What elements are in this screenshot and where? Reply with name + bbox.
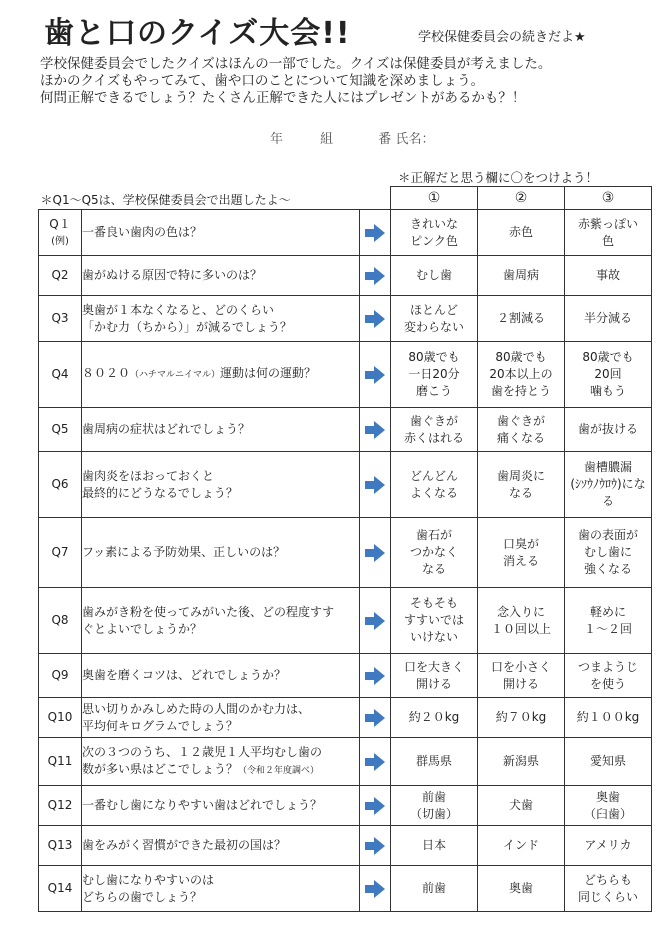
answer-line: どちらも [583,872,632,887]
answer-line: 80歳でも [582,350,634,364]
answer-line: むし歯に [583,545,632,559]
note-text: ＊Q1～Q5は、学校保健委員会で出題したよ～ [40,193,291,207]
question-line-text: 一番良い歯肉の色は？ [82,225,203,239]
question-row [39,654,652,698]
arrow-right-icon [365,612,385,630]
answer-line: 色 [601,233,614,248]
question-text [82,256,360,296]
answer-line: ２割減る [496,311,545,325]
grade-label: 年 [270,132,284,147]
arrow-cell [360,342,391,408]
question-text [82,786,360,826]
answer-line: 約１００kg [576,710,640,724]
arrow-right-icon [365,667,385,685]
answer-line: 歯槽膿漏 [583,460,632,474]
arrow-cell [360,210,391,256]
answer-option-1[interactable] [391,342,478,408]
question-line-text: 最終的にどうなるでしょう？ [82,485,238,500]
question-row [39,866,652,912]
question-line-text: 運動は何の運動？ [220,366,317,380]
answer-option-3[interactable] [565,342,652,408]
answer-line: 歯を持とう [490,384,551,398]
question-line [82,761,359,780]
answer-option-1[interactable] [391,738,478,786]
question-text [82,452,360,518]
answer-line: きれいな [409,216,458,231]
question-number [39,342,82,408]
answer-line: 群馬県 [415,754,452,768]
answer-option-2[interactable] [478,826,565,866]
arrow-right-icon [365,880,385,898]
answer-line: (ｼｿｳﾉｳﾛｳ)にな [570,477,646,491]
number-label: 番 [378,132,392,147]
quiz-table [38,186,652,912]
answer-option-2[interactable] [478,210,565,256]
intro-line: ほかのクイズもやってみて、歯や口のことについて知識を深めましょう。 [40,73,485,89]
answer-line: 口臭が [502,536,539,551]
question-line [82,837,359,854]
answer-line: なる [421,562,446,576]
answer-line: 歯周炎に [496,468,545,483]
option-header-2: ② [478,187,565,210]
answer-line: 20本以上の [489,367,553,381]
question-text [82,210,360,256]
arrow-cell [360,518,391,588]
answer-line: 念入りに [496,604,545,619]
answer-line: 歯ぐきが [409,413,458,428]
question-number-text: Q7 [51,545,69,559]
question-row [39,518,652,588]
question-line-text: 平均何キログラムでしょう？ [82,718,238,733]
question-row [39,738,652,786]
question-line [82,365,359,384]
answer-option-2[interactable] [478,296,565,342]
answer-option-2[interactable] [478,518,565,588]
arrow-cell [360,826,391,866]
question-line [82,485,359,502]
arrow-cell [360,408,391,452]
question-number-text: Q14 [47,881,73,895]
answer-hint: ＊正解だと思う欄に〇をつけよう！ [398,170,599,185]
question-number-text: Q8 [51,613,69,627]
arrow-right-icon [365,753,385,771]
answer-line: つまようじ [577,659,638,674]
answer-option-1[interactable] [391,654,478,698]
answer-line: 前歯 [421,881,446,895]
question-number-text: Q１ [49,216,71,231]
answer-line: 開ける [415,676,452,691]
question-row [39,210,652,256]
answer-line: 軽めに [589,604,626,619]
question-number [39,408,82,452]
question-row [39,408,652,452]
question-line [82,701,359,718]
answer-line: 歯の表面が [577,528,638,542]
answer-option-3[interactable] [565,210,652,256]
answer-line: １～２回 [583,621,632,636]
question-text [82,342,360,408]
header [40,6,650,50]
question-line-text: 数が多い県はどこでしょう？ [82,761,239,776]
arrow-right-icon [365,267,385,285]
arrow-cell [360,698,391,738]
answer-option-3[interactable] [565,654,652,698]
question-line-text: 思い切りかみしめた時の人間のかむ力は、 [82,701,311,716]
answer-line: 約２０kg [408,710,460,724]
question-row [39,342,652,408]
question-line [82,604,359,621]
question-line [82,319,359,336]
answer-line: 赤紫っぽい [577,216,638,231]
answer-line: 奥歯 [508,881,533,895]
arrow-right-icon [365,224,385,242]
question-number [39,588,82,654]
question-line [82,797,359,814]
answer-option-2[interactable] [478,588,565,654]
answer-line: 磨こう [415,384,452,398]
page-title: 歯と口のクイズ大会!! [44,16,351,51]
arrow-right-icon [365,310,385,328]
answer-line: いけない [409,630,458,644]
answer-line: なる [508,485,533,500]
answer-line: インド [502,838,539,852]
question-row [39,826,652,866]
answer-line: を使う [589,676,626,691]
answer-option-2[interactable] [478,698,565,738]
question-number [39,296,82,342]
question-text [82,698,360,738]
answer-line: 口を小さく [490,659,551,674]
question-number [39,786,82,826]
question-number-text: Q13 [47,838,73,852]
question-source: （令和２年度調べ） [238,765,320,776]
question-line-text: フッ素による予防効果、正しいのは？ [82,545,286,559]
question-text [82,588,360,654]
answer-line: 20回 [594,367,622,381]
question-number-text: Q4 [51,367,69,381]
arrow-right-icon [365,709,385,727]
answer-option-3[interactable] [565,256,652,296]
arrow-cell [360,588,391,654]
answer-option-2[interactable] [478,738,565,786]
question-line-text: 歯がぬける原因で特に多いのは？ [82,268,263,282]
answer-option-2[interactable] [478,654,565,698]
question-reading: （ハチマルニイマル） [130,370,221,380]
question-text [82,826,360,866]
question-row [39,786,652,826]
question-line [82,468,359,485]
answer-line: 痛くなる [496,430,545,445]
answer-option-3[interactable] [565,408,652,452]
arrow-cell [360,786,391,826]
answer-option-2[interactable] [478,342,565,408]
question-line-text: 奥歯を磨くコツは、どれでしょうか？ [82,668,287,682]
answer-option-1[interactable] [391,588,478,654]
question-text [82,408,360,452]
page-subtitle: 学校保健委員会の続きだよ★ [418,30,586,45]
question-number [39,210,82,256]
arrow-right-icon [365,366,385,384]
answer-line: 愛知県 [589,754,626,768]
answer-option-3[interactable] [565,738,652,786]
question-text [82,518,360,588]
answer-line: 一日20分 [408,367,460,381]
answer-option-1[interactable] [391,256,478,296]
question-line [82,621,359,638]
answer-option-3[interactable] [565,518,652,588]
question-number-text: Q11 [47,754,73,768]
question-number-text: Q10 [47,710,73,724]
answer-line: 赤くはれる [403,430,464,445]
name-label: 氏名： [395,132,435,147]
answer-option-1[interactable] [391,786,478,826]
answer-line: よくなる [409,485,458,500]
question-number-text: Q12 [47,798,73,812]
answer-line: 犬歯 [508,798,533,812]
answer-line: 歯周病 [502,268,539,282]
question-line-text: むし歯になりやすいのは [82,872,215,887]
answer-line: （臼歯） [583,806,632,821]
answer-option-1[interactable] [391,408,478,452]
name-line[interactable] [270,128,434,147]
answer-option-3[interactable] [565,588,652,654]
arrow-cell [360,256,391,296]
question-line-text: ぐとよいでしょうか？ [82,621,203,636]
answer-line: 前歯 [421,789,446,804]
intro-text [40,56,640,107]
answer-line: 80歳でも [495,350,547,364]
question-line [82,667,359,684]
answer-line: 事故 [595,268,620,282]
question-line-text: ８０２０ [82,366,131,380]
option-header-1: ① [391,187,478,210]
answer-line: １０回以上 [490,621,551,636]
intro-line: 何問正解できるでしょう？たくさん正解できた人にはプレゼントがあるかも？！ [40,90,526,106]
question-number [39,654,82,698]
answer-line: 歯石が [415,528,452,542]
question-text [82,738,360,786]
answer-option-3[interactable] [565,826,652,866]
question-number [39,452,82,518]
answer-line: ピンク色 [410,233,458,248]
answer-option-3[interactable] [565,698,652,738]
question-line-text: 一番むし歯になりやすい歯はどれでしょう？ [82,798,323,812]
arrow-right-icon [365,797,385,815]
question-row [39,588,652,654]
answer-option-3[interactable] [565,296,652,342]
question-text [82,296,360,342]
question-line-text: どちらの歯でしょう？ [82,889,203,904]
question-number [39,698,82,738]
arrow-cell [360,452,391,518]
arrow-cell [360,738,391,786]
answer-line: 変わらない [403,319,464,334]
answer-option-1[interactable] [391,826,478,866]
answer-option-1[interactable] [391,452,478,518]
question-line [82,421,359,438]
question-text [82,654,360,698]
arrow-right-icon [365,544,385,562]
question-line-text: 次の３つのうち、１２歳児１人平均むし歯の [82,744,323,759]
question-number [39,738,82,786]
answer-option-2[interactable] [478,452,565,518]
answer-option-2[interactable] [478,786,565,826]
answer-option-3[interactable] [565,452,652,518]
question-line-text: 奥歯が１本なくなると、どのくらい [82,302,275,317]
answer-line: 消える [502,553,539,568]
arrow-cell [360,654,391,698]
answer-line: 歯ぐきが [496,413,545,428]
question-line-text: 歯周病の症状はどれでしょう？ [82,422,251,436]
answer-line: アメリカ [584,838,632,852]
answer-option-1[interactable] [391,518,478,588]
arrow-right-icon [365,421,385,439]
answer-option-2[interactable] [478,408,565,452]
answer-line: 新潟県 [502,754,539,768]
example-mark: (例) [51,235,69,247]
question-line [82,224,359,241]
answer-line: どんどん [409,468,458,483]
answer-line: つかなく [409,545,458,559]
table-header-row [39,187,652,210]
answer-option-2[interactable] [478,256,565,296]
answer-option-3[interactable] [565,786,652,826]
question-row [39,256,652,296]
question-line [82,267,359,284]
answer-line: 歯が抜ける [577,422,638,436]
question-number [39,866,82,912]
option-header-3: ③ [565,187,652,210]
arrow-right-icon [365,837,385,855]
answer-line: 開ける [502,676,539,691]
question-row [39,296,652,342]
class-label: 組 [320,132,334,147]
answer-line: 日本 [421,838,446,852]
answer-line: 同じくらい [577,889,638,904]
intro-line: 学校保健委員会でしたクイズはほんの一部でした。クイズは保健委員が考えました。 [40,56,552,72]
answer-option-1[interactable] [391,296,478,342]
answer-option-2[interactable] [478,866,565,912]
answer-line: 約７０kg [495,710,547,724]
question-number [39,826,82,866]
answer-line: 噛もう [589,384,626,398]
answer-line: ほとんど [409,302,458,317]
answer-line: る [601,494,614,508]
question-line-text: 歯をみがく習慣ができた最初の国は？ [82,838,287,852]
question-number-text: Q9 [51,668,69,682]
question-number-text: Q5 [51,422,69,436]
question-line [82,302,359,319]
answer-line: 赤色 [508,225,533,239]
question-number-text: Q3 [51,311,69,325]
answer-line: （切歯） [409,806,458,821]
answer-option-1[interactable] [391,210,478,256]
question-number-text: Q6 [51,477,69,491]
question-line [82,744,359,761]
question-number-text: Q2 [51,268,69,282]
answer-option-1[interactable] [391,698,478,738]
answer-option-3[interactable] [565,866,652,912]
question-number [39,256,82,296]
answer-line: むし歯 [415,268,452,282]
question-line [82,718,359,735]
question-line [82,872,359,889]
answer-option-1[interactable] [391,866,478,912]
question-line-text: 歯肉炎をほおっておくと [82,468,215,483]
question-line-text: 「かむ力（ちから）」が減るでしょう？ [82,319,292,334]
question-row [39,698,652,738]
answer-line: 強くなる [583,562,632,576]
question-line [82,889,359,906]
answer-line: すすいでは [403,613,465,627]
arrow-cell [360,866,391,912]
question-line [82,544,359,561]
arrow-cell [360,296,391,342]
question-row [39,452,652,518]
answer-line: 半分減る [583,311,632,325]
question-text [82,866,360,912]
answer-line: 奥歯 [595,789,620,804]
arrow-right-icon [365,476,385,494]
question-number [39,518,82,588]
answer-line: そもそも [409,596,458,610]
note-cell [39,187,391,210]
answer-line: 口を大きく [403,659,464,674]
question-line-text: 歯みがき粉を使ってみがいた後、どの程度すす [82,604,335,619]
answer-line: 80歳でも [408,350,460,364]
